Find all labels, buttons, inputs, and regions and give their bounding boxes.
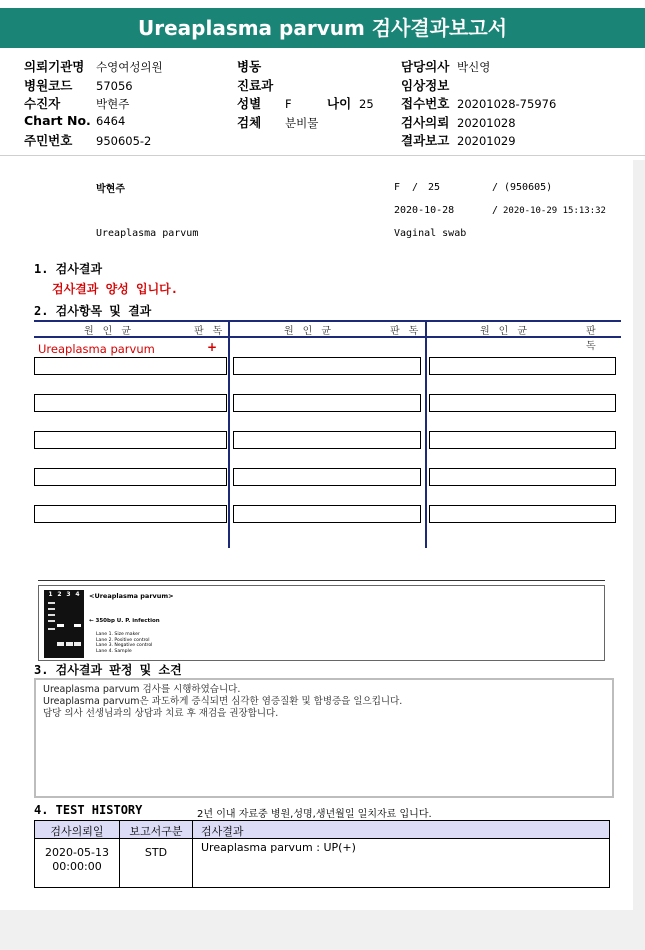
empty-cell <box>429 468 616 486</box>
hospital-code-label: 병원코드 <box>24 77 73 93</box>
gel-band-label: ← 350bp U. P. infection <box>89 618 160 624</box>
empty-cell <box>233 431 421 449</box>
gel-band <box>57 624 64 627</box>
empty-cell <box>233 394 421 412</box>
summary-age: 25 <box>428 182 441 193</box>
lane-number: 4 <box>75 591 80 598</box>
gel-band <box>48 620 55 622</box>
summary-test: Ureaplasma parvum <box>96 228 199 239</box>
report-date-label: 결과보고 <box>401 133 450 148</box>
chart-no-value: 6464 <box>96 113 126 128</box>
age-value: 25 <box>359 97 374 111</box>
header-col-1 <box>24 57 234 150</box>
gel-band <box>48 628 55 630</box>
accession-label: 접수번호 <box>401 96 450 111</box>
empty-cell <box>429 505 616 523</box>
accession-value: 20201028-75976 <box>457 97 557 111</box>
report-date-value: 20201029 <box>457 134 516 148</box>
age-label: 나이 <box>327 96 352 111</box>
empty-cell <box>34 468 227 486</box>
patient-value: 박현주 <box>96 97 130 111</box>
history-table <box>34 820 610 888</box>
sex-value: F <box>285 97 292 111</box>
summary-slash-2: / <box>492 182 499 193</box>
grid-divider-2 <box>425 320 427 548</box>
gel-lane-numbers <box>46 591 82 598</box>
empty-cell <box>233 357 421 375</box>
history-date: 2020-05-13 <box>45 846 109 859</box>
col-header-pathogen-1: 원인균 <box>84 326 140 337</box>
gel-legend-item: Lane 1. Size maker <box>96 632 140 637</box>
empty-cell <box>233 468 421 486</box>
pathogen-result: + <box>207 340 218 354</box>
history-col-date: 검사의뢰일 <box>50 825 104 838</box>
gel-band <box>74 642 81 646</box>
specimen-label: 검체 <box>237 114 262 130</box>
empty-cell <box>34 394 227 412</box>
summary-reported: 2020-10-29 15:13:32 <box>503 206 606 216</box>
history-col-result: 검사결과 <box>201 825 244 838</box>
clinical-info-label: 임상정보 <box>401 77 450 93</box>
finding-line: Ureaplasma parvum은 과도하게 증식되면 심각한 염증질환 및 합병증을 일으킵니다. <box>43 696 403 707</box>
empty-cell <box>429 394 616 412</box>
gel-band <box>48 602 55 604</box>
empty-cell <box>429 431 616 449</box>
history-col-type: 보고서구분 <box>129 825 183 838</box>
gel-image <box>44 590 84 658</box>
gel-panel <box>38 585 605 661</box>
col-header-pathogen-3: 원인균 <box>480 326 536 337</box>
summary-specimen: Vaginal swab <box>394 228 467 239</box>
summary-sex: F <box>394 182 401 193</box>
header-col-3 <box>401 57 641 150</box>
department-label: 진료과 <box>237 77 274 93</box>
history-result: Ureaplasma parvum : UP(+) <box>201 841 356 854</box>
gel-band <box>74 624 81 627</box>
history-time: 00:00:00 <box>52 860 102 873</box>
section-3-title: 3. 검사결과 판정 및 소견 <box>34 663 182 677</box>
lane-number: 3 <box>66 591 71 598</box>
summary-received: 2020-10-28 <box>394 205 455 216</box>
ward-label: 병동 <box>237 59 262 74</box>
col-header-judgement-3: 판독 <box>586 326 605 352</box>
findings-panel <box>34 678 614 798</box>
lane-number: 1 <box>48 591 53 598</box>
results-grid <box>34 320 621 548</box>
institution-value: 수영여성의원 <box>96 60 163 74</box>
gel-band <box>57 642 64 646</box>
empty-cell <box>34 431 227 449</box>
gel-title: <Ureaplasma parvum> <box>89 592 174 600</box>
lane-number: 2 <box>57 591 62 598</box>
col-header-judgement-2: 판독 <box>390 326 428 337</box>
col-header-judgement-1: 판독 <box>194 326 232 337</box>
empty-cell <box>34 357 227 375</box>
right-margin <box>633 160 645 950</box>
empty-cell <box>34 505 227 523</box>
history-type: STD <box>144 846 168 859</box>
summary-slash-3: / <box>492 205 499 216</box>
finding-line: Ureaplasma parvum 검사를 시행하였습니다. <box>43 684 241 695</box>
gel-legend <box>96 632 152 654</box>
institution-label: 의뢰기관명 <box>24 59 85 74</box>
doctor-value: 박신영 <box>457 60 491 74</box>
finding-line: 담당 의사 선생님과의 상담과 치료 후 재검을 권장합니다. <box>43 708 279 719</box>
resident-id-label: 주민번호 <box>24 133 73 148</box>
history-col-divider <box>192 821 193 887</box>
doctor-label: 담당의사 <box>401 59 450 74</box>
gel-band <box>48 614 55 616</box>
summary-birth: (950605) <box>504 182 553 193</box>
patient-label: 수진자 <box>24 96 61 111</box>
header-col-2 <box>237 57 397 131</box>
summary-name: 박현주 <box>96 184 125 195</box>
chart-no-label: Chart No. <box>24 112 91 128</box>
section-1-title: 1. 검사결과 <box>34 262 103 276</box>
specimen-value: 분비물 <box>285 115 319 130</box>
header-divider <box>0 155 645 156</box>
hospital-code-value: 57056 <box>96 78 133 93</box>
gel-band <box>66 642 73 646</box>
empty-cell <box>429 357 616 375</box>
gel-legend-item: Lane 4. Sample <box>96 648 132 654</box>
request-date-value: 20201028 <box>457 115 516 130</box>
gel-band <box>48 608 55 610</box>
grid-divider-1 <box>228 320 230 548</box>
request-date-label: 검사의뢰 <box>401 114 450 130</box>
bottom-margin <box>0 910 645 950</box>
section-2-title: 2. 검사항목 및 결과 <box>34 304 152 318</box>
positive-result-text: 검사결과 양성 입니다. <box>52 282 179 296</box>
gel-top-rule <box>38 580 605 581</box>
sex-label: 성별 <box>237 96 262 111</box>
pathogen-name: Ureaplasma parvum <box>38 342 155 356</box>
history-note: 2년 이내 자료중 병원,성명,생년월일 일치자료 입니다. <box>197 809 432 820</box>
report-title: Ureaplasma parvum 검사결과보고서 <box>0 8 645 48</box>
empty-cell <box>233 505 421 523</box>
section-4-title: 4. TEST HISTORY <box>34 803 143 817</box>
summary-slash-1: / <box>412 182 419 193</box>
col-header-pathogen-2: 원인균 <box>284 326 340 337</box>
resident-id-value: 950605-2 <box>96 134 152 148</box>
gel-legend-item: Lane 3. Negative control <box>96 643 153 648</box>
gel-legend-item: Lane 2. Positive control <box>96 637 150 643</box>
report-header <box>0 52 645 152</box>
